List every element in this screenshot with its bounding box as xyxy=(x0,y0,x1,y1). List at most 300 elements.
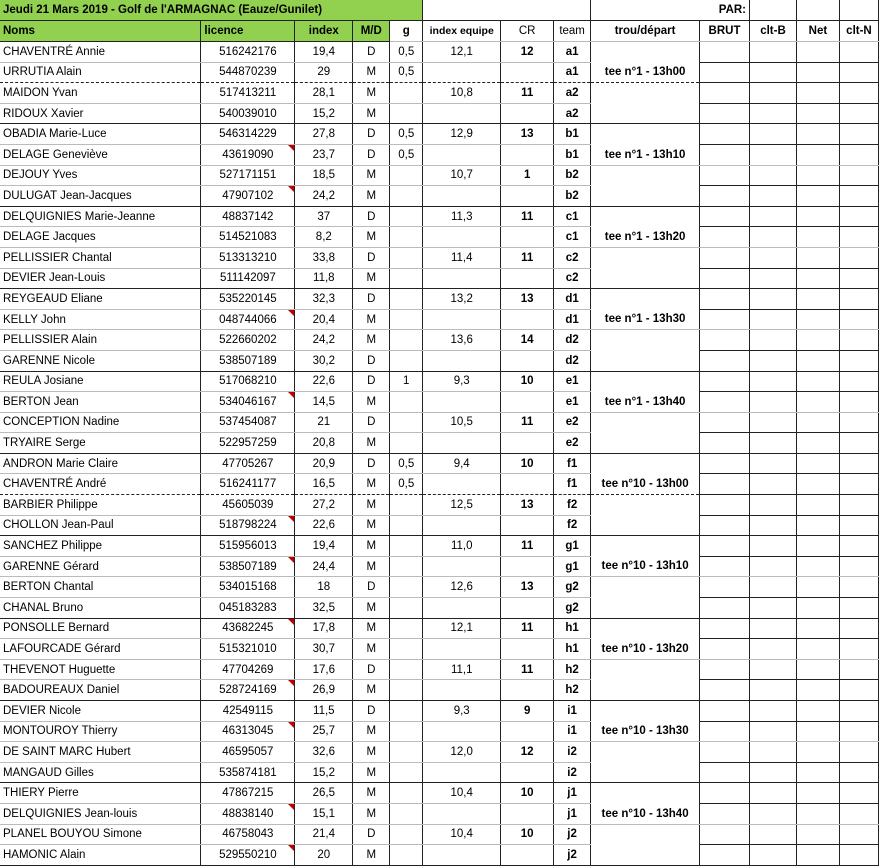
team-code: j2 xyxy=(554,824,591,845)
net-cell[interactable] xyxy=(796,268,839,289)
table-row xyxy=(0,124,879,145)
comment-marker[interactable] xyxy=(288,392,294,398)
net-cell[interactable] xyxy=(796,289,839,310)
team-code: e2 xyxy=(554,412,591,433)
net-cell[interactable] xyxy=(796,350,839,371)
clt-n-cell[interactable] xyxy=(839,206,878,227)
brut-cell[interactable] xyxy=(700,165,750,186)
brut-cell[interactable] xyxy=(700,42,750,63)
clt-n-cell[interactable] xyxy=(839,495,878,516)
clt-n-cell[interactable] xyxy=(839,659,878,680)
player-name: HAMONIC Alain xyxy=(0,845,201,866)
clt-n-cell[interactable] xyxy=(839,577,878,598)
net-cell[interactable] xyxy=(796,247,839,268)
table-row xyxy=(0,556,879,577)
team-cr xyxy=(501,556,554,577)
clt-b-cell[interactable] xyxy=(750,845,797,866)
player-licence: 46758043 xyxy=(201,824,295,845)
clt-b-cell[interactable] xyxy=(750,371,797,392)
clt-b-cell[interactable] xyxy=(750,536,797,557)
comment-marker[interactable] xyxy=(288,845,294,851)
team-index: 9,3 xyxy=(423,371,501,392)
player-index: 15,1 xyxy=(295,803,353,824)
tee-time xyxy=(591,124,700,145)
player-name: RIDOUX Xavier xyxy=(0,103,201,124)
clt-b-cell[interactable] xyxy=(750,247,797,268)
player-licence: 045183283 xyxy=(201,598,295,619)
player-index: 15,2 xyxy=(295,103,353,124)
team-code: e1 xyxy=(554,371,591,392)
net-cell[interactable] xyxy=(796,495,839,516)
net-cell[interactable] xyxy=(796,433,839,454)
net-cell[interactable] xyxy=(796,227,839,248)
table-row xyxy=(0,453,879,474)
team-index: 10,4 xyxy=(423,824,501,845)
team-index: 10,7 xyxy=(423,165,501,186)
net-cell[interactable] xyxy=(796,309,839,330)
player-gender: D xyxy=(353,350,390,371)
player-name: GARENNE Nicole xyxy=(0,350,201,371)
player-index: 24,2 xyxy=(295,330,353,351)
clt-b-cell[interactable] xyxy=(750,206,797,227)
tee-time: tee n°1 - 13h10 xyxy=(591,144,700,165)
brut-cell[interactable] xyxy=(700,247,750,268)
net-cell[interactable] xyxy=(796,453,839,474)
team-index: 11,0 xyxy=(423,536,501,557)
net-cell[interactable] xyxy=(796,742,839,763)
clt-b-cell[interactable] xyxy=(750,824,797,845)
clt-b-cell[interactable] xyxy=(750,124,797,145)
clt-n-cell[interactable] xyxy=(839,289,878,310)
team-index: 12,6 xyxy=(423,577,501,598)
clt-n-cell[interactable] xyxy=(839,330,878,351)
clt-n-cell[interactable] xyxy=(839,433,878,454)
player-g xyxy=(390,433,423,454)
clt-b-cell[interactable] xyxy=(750,680,797,701)
clt-n-cell[interactable] xyxy=(839,803,878,824)
team-cr xyxy=(501,598,554,619)
clt-b-cell[interactable] xyxy=(750,598,797,619)
title-spacer xyxy=(423,0,591,21)
team-index: 10,4 xyxy=(423,783,501,804)
brut-cell[interactable] xyxy=(700,803,750,824)
team-cr xyxy=(501,227,554,248)
clt-b-cell[interactable] xyxy=(750,783,797,804)
table-row xyxy=(0,803,879,824)
clt-b-cell[interactable] xyxy=(750,659,797,680)
brut-cell[interactable] xyxy=(700,309,750,330)
player-index: 22,6 xyxy=(295,515,353,536)
player-gender: D xyxy=(353,577,390,598)
player-g: 0,5 xyxy=(390,62,423,83)
clt-b-cell[interactable] xyxy=(750,453,797,474)
brut-cell[interactable] xyxy=(700,289,750,310)
brut-cell[interactable] xyxy=(700,762,750,783)
team-index xyxy=(423,392,501,413)
team-index xyxy=(423,62,501,83)
clt-b-cell[interactable] xyxy=(750,144,797,165)
net-cell[interactable] xyxy=(796,330,839,351)
team-index xyxy=(423,639,501,660)
tee-time xyxy=(591,83,700,104)
brut-cell[interactable] xyxy=(700,144,750,165)
player-licence: 48838140 xyxy=(201,803,295,824)
clt-n-cell[interactable] xyxy=(839,247,878,268)
team-index xyxy=(423,680,501,701)
player-gender: D xyxy=(353,824,390,845)
par-value-cell[interactable] xyxy=(839,0,878,21)
tee-time xyxy=(591,598,700,619)
clt-n-cell[interactable] xyxy=(839,412,878,433)
brut-cell[interactable] xyxy=(700,186,750,207)
brut-cell[interactable] xyxy=(700,742,750,763)
team-cr xyxy=(501,186,554,207)
clt-n-cell[interactable] xyxy=(839,165,878,186)
net-cell[interactable] xyxy=(796,680,839,701)
net-cell[interactable] xyxy=(796,392,839,413)
clt-n-cell[interactable] xyxy=(839,618,878,639)
clt-b-cell[interactable] xyxy=(750,639,797,660)
net-cell[interactable] xyxy=(796,474,839,495)
clt-b-cell[interactable] xyxy=(750,618,797,639)
comment-marker[interactable] xyxy=(288,145,294,151)
team-index: 9,4 xyxy=(423,453,501,474)
player-name: DE SAINT MARC Hubert xyxy=(0,742,201,763)
clt-b-cell[interactable] xyxy=(750,742,797,763)
net-cell[interactable] xyxy=(796,556,839,577)
header-clt-n: clt-N xyxy=(839,21,878,42)
player-licence: 535874181 xyxy=(201,762,295,783)
net-cell[interactable] xyxy=(796,124,839,145)
clt-b-cell[interactable] xyxy=(750,392,797,413)
player-licence: 527171151 xyxy=(201,165,295,186)
brut-cell[interactable] xyxy=(700,577,750,598)
clt-b-cell[interactable] xyxy=(750,515,797,536)
comment-marker[interactable] xyxy=(288,680,294,686)
clt-b-cell[interactable] xyxy=(750,762,797,783)
clt-b-cell[interactable] xyxy=(750,103,797,124)
clt-n-cell[interactable] xyxy=(839,309,878,330)
clt-n-cell[interactable] xyxy=(839,536,878,557)
net-cell[interactable] xyxy=(796,536,839,557)
player-gender: M xyxy=(353,186,390,207)
tee-time xyxy=(591,515,700,536)
net-cell[interactable] xyxy=(796,783,839,804)
comment-marker[interactable] xyxy=(288,722,294,728)
net-cell[interactable] xyxy=(796,412,839,433)
clt-n-cell[interactable] xyxy=(839,742,878,763)
table-row xyxy=(0,845,879,866)
player-g xyxy=(390,289,423,310)
team-code: h2 xyxy=(554,680,591,701)
brut-cell[interactable] xyxy=(700,639,750,660)
team-cr: 11 xyxy=(501,247,554,268)
clt-b-cell[interactable] xyxy=(750,701,797,722)
brut-cell[interactable] xyxy=(700,83,750,104)
player-g xyxy=(390,721,423,742)
brut-cell[interactable] xyxy=(700,268,750,289)
brut-cell[interactable] xyxy=(700,124,750,145)
team-cr: 11 xyxy=(501,618,554,639)
net-cell[interactable] xyxy=(796,371,839,392)
player-g xyxy=(390,350,423,371)
brut-cell[interactable] xyxy=(700,330,750,351)
player-gender: D xyxy=(353,412,390,433)
net-cell[interactable] xyxy=(796,824,839,845)
net-cell[interactable] xyxy=(796,598,839,619)
brut-cell[interactable] xyxy=(700,62,750,83)
team-cr: 1 xyxy=(501,165,554,186)
player-licence: 47867215 xyxy=(201,783,295,804)
player-name: CONCEPTION Nadine xyxy=(0,412,201,433)
clt-n-cell[interactable] xyxy=(839,639,878,660)
net-cell[interactable] xyxy=(796,803,839,824)
clt-b-cell[interactable] xyxy=(750,330,797,351)
clt-b-cell[interactable] xyxy=(750,42,797,63)
team-index xyxy=(423,268,501,289)
player-gender: M xyxy=(353,103,390,124)
team-index: 10,8 xyxy=(423,83,501,104)
table-row xyxy=(0,495,879,516)
player-index: 20,9 xyxy=(295,453,353,474)
player-licence: 048744066 xyxy=(201,309,295,330)
table-row xyxy=(0,309,879,330)
team-cr xyxy=(501,103,554,124)
net-cell[interactable] xyxy=(796,42,839,63)
clt-n-cell[interactable] xyxy=(839,845,878,866)
clt-n-cell[interactable] xyxy=(839,144,878,165)
clt-b-cell[interactable] xyxy=(750,495,797,516)
clt-b-cell[interactable] xyxy=(750,83,797,104)
player-index: 20 xyxy=(295,845,353,866)
clt-b-cell[interactable] xyxy=(750,165,797,186)
clt-b-cell[interactable] xyxy=(750,721,797,742)
net-cell[interactable] xyxy=(796,186,839,207)
brut-cell[interactable] xyxy=(700,845,750,866)
clt-n-cell[interactable] xyxy=(839,62,878,83)
header-net: Net xyxy=(796,21,839,42)
par-value-cell[interactable] xyxy=(750,0,797,21)
team-cr xyxy=(501,639,554,660)
player-g xyxy=(390,639,423,660)
header-md: M/D xyxy=(353,21,390,42)
clt-n-cell[interactable] xyxy=(839,268,878,289)
player-gender: D xyxy=(353,701,390,722)
header-noms: Noms xyxy=(0,21,201,42)
header-index: index xyxy=(295,21,353,42)
comment-marker[interactable] xyxy=(288,516,294,522)
net-cell[interactable] xyxy=(796,83,839,104)
clt-n-cell[interactable] xyxy=(839,186,878,207)
player-gender: M xyxy=(353,845,390,866)
player-index: 30,2 xyxy=(295,350,353,371)
tee-time xyxy=(591,165,700,186)
brut-cell[interactable] xyxy=(700,783,750,804)
player-name: MAIDON Yvan xyxy=(0,83,201,104)
net-cell[interactable] xyxy=(796,103,839,124)
team-index: 12,5 xyxy=(423,495,501,516)
net-cell[interactable] xyxy=(796,144,839,165)
player-g xyxy=(390,392,423,413)
tee-time: tee n°10 - 13h40 xyxy=(591,803,700,824)
clt-b-cell[interactable] xyxy=(750,350,797,371)
net-cell[interactable] xyxy=(796,762,839,783)
clt-n-cell[interactable] xyxy=(839,762,878,783)
team-index: 11,3 xyxy=(423,206,501,227)
brut-cell[interactable] xyxy=(700,495,750,516)
player-name: DELAGE Jacques xyxy=(0,227,201,248)
net-cell[interactable] xyxy=(796,165,839,186)
net-cell[interactable] xyxy=(796,721,839,742)
clt-n-cell[interactable] xyxy=(839,598,878,619)
clt-b-cell[interactable] xyxy=(750,289,797,310)
brut-cell[interactable] xyxy=(700,556,750,577)
player-g xyxy=(390,227,423,248)
clt-n-cell[interactable] xyxy=(839,103,878,124)
player-gender: M xyxy=(353,639,390,660)
header-trou-depart: trou/départ xyxy=(591,21,700,42)
player-licence: 537454087 xyxy=(201,412,295,433)
player-licence: 544870239 xyxy=(201,62,295,83)
team-code: b1 xyxy=(554,144,591,165)
header-cr: CR xyxy=(501,21,554,42)
clt-n-cell[interactable] xyxy=(839,783,878,804)
player-gender: M xyxy=(353,536,390,557)
clt-b-cell[interactable] xyxy=(750,803,797,824)
player-index: 33,8 xyxy=(295,247,353,268)
net-cell[interactable] xyxy=(796,639,839,660)
net-cell[interactable] xyxy=(796,701,839,722)
clt-n-cell[interactable] xyxy=(839,824,878,845)
tee-time xyxy=(591,247,700,268)
clt-n-cell[interactable] xyxy=(839,701,878,722)
brut-cell[interactable] xyxy=(700,103,750,124)
table-row xyxy=(0,350,879,371)
player-index: 20,4 xyxy=(295,309,353,330)
brut-cell[interactable] xyxy=(700,227,750,248)
team-cr xyxy=(501,680,554,701)
player-name: CHAVENTRÉ André xyxy=(0,474,201,495)
clt-b-cell[interactable] xyxy=(750,62,797,83)
comment-marker[interactable] xyxy=(288,804,294,810)
brut-cell[interactable] xyxy=(700,371,750,392)
brut-cell[interactable] xyxy=(700,701,750,722)
player-index: 22,6 xyxy=(295,371,353,392)
team-index: 12,1 xyxy=(423,618,501,639)
player-name: MANGAUD Gilles xyxy=(0,762,201,783)
clt-n-cell[interactable] xyxy=(839,680,878,701)
brut-cell[interactable] xyxy=(700,721,750,742)
clt-n-cell[interactable] xyxy=(839,83,878,104)
clt-b-cell[interactable] xyxy=(750,186,797,207)
clt-b-cell[interactable] xyxy=(750,433,797,454)
net-cell[interactable] xyxy=(796,515,839,536)
net-cell[interactable] xyxy=(796,618,839,639)
net-cell[interactable] xyxy=(796,62,839,83)
comment-marker[interactable] xyxy=(288,186,294,192)
tee-time xyxy=(591,103,700,124)
clt-b-cell[interactable] xyxy=(750,309,797,330)
brut-cell[interactable] xyxy=(700,618,750,639)
net-cell[interactable] xyxy=(796,659,839,680)
player-name: BERTON Jean xyxy=(0,392,201,413)
brut-cell[interactable] xyxy=(700,680,750,701)
brut-cell[interactable] xyxy=(700,515,750,536)
player-g xyxy=(390,268,423,289)
clt-b-cell[interactable] xyxy=(750,227,797,248)
table-row xyxy=(0,659,879,680)
clt-n-cell[interactable] xyxy=(839,721,878,742)
player-g xyxy=(390,309,423,330)
clt-n-cell[interactable] xyxy=(839,42,878,63)
table-row xyxy=(0,412,879,433)
brut-cell[interactable] xyxy=(700,824,750,845)
team-cr: 11 xyxy=(501,412,554,433)
clt-n-cell[interactable] xyxy=(839,392,878,413)
player-licence: 43682245 xyxy=(201,618,295,639)
net-cell[interactable] xyxy=(796,577,839,598)
tee-time: tee n°10 - 13h20 xyxy=(591,639,700,660)
clt-n-cell[interactable] xyxy=(839,350,878,371)
clt-b-cell[interactable] xyxy=(750,268,797,289)
clt-b-cell[interactable] xyxy=(750,577,797,598)
player-g xyxy=(390,186,423,207)
net-cell[interactable] xyxy=(796,206,839,227)
team-code: b2 xyxy=(554,186,591,207)
clt-b-cell[interactable] xyxy=(750,474,797,495)
comment-marker[interactable] xyxy=(288,310,294,316)
team-index xyxy=(423,186,501,207)
tee-time xyxy=(591,577,700,598)
player-gender: M xyxy=(353,742,390,763)
brut-cell[interactable] xyxy=(700,453,750,474)
clt-b-cell[interactable] xyxy=(750,412,797,433)
clt-n-cell[interactable] xyxy=(839,556,878,577)
brut-cell[interactable] xyxy=(700,433,750,454)
clt-n-cell[interactable] xyxy=(839,453,878,474)
player-gender: M xyxy=(353,680,390,701)
comment-marker[interactable] xyxy=(288,619,294,625)
brut-cell[interactable] xyxy=(700,598,750,619)
clt-n-cell[interactable] xyxy=(839,124,878,145)
comment-marker[interactable] xyxy=(288,557,294,563)
tee-time xyxy=(591,742,700,763)
brut-cell[interactable] xyxy=(700,206,750,227)
clt-n-cell[interactable] xyxy=(839,227,878,248)
team-cr: 12 xyxy=(501,742,554,763)
player-index: 37 xyxy=(295,206,353,227)
player-name: CHANAL Bruno xyxy=(0,598,201,619)
player-g xyxy=(390,206,423,227)
player-index: 18,5 xyxy=(295,165,353,186)
brut-cell[interactable] xyxy=(700,392,750,413)
tee-time xyxy=(591,206,700,227)
net-cell[interactable] xyxy=(796,845,839,866)
par-value-cell[interactable] xyxy=(796,0,839,21)
team-cr: 10 xyxy=(501,453,554,474)
brut-cell[interactable] xyxy=(700,350,750,371)
brut-cell[interactable] xyxy=(700,536,750,557)
player-gender: M xyxy=(353,721,390,742)
team-code: j2 xyxy=(554,845,591,866)
brut-cell[interactable] xyxy=(700,659,750,680)
clt-n-cell[interactable] xyxy=(839,371,878,392)
clt-b-cell[interactable] xyxy=(750,556,797,577)
brut-cell[interactable] xyxy=(700,412,750,433)
brut-cell[interactable] xyxy=(700,474,750,495)
clt-n-cell[interactable] xyxy=(839,474,878,495)
clt-n-cell[interactable] xyxy=(839,515,878,536)
